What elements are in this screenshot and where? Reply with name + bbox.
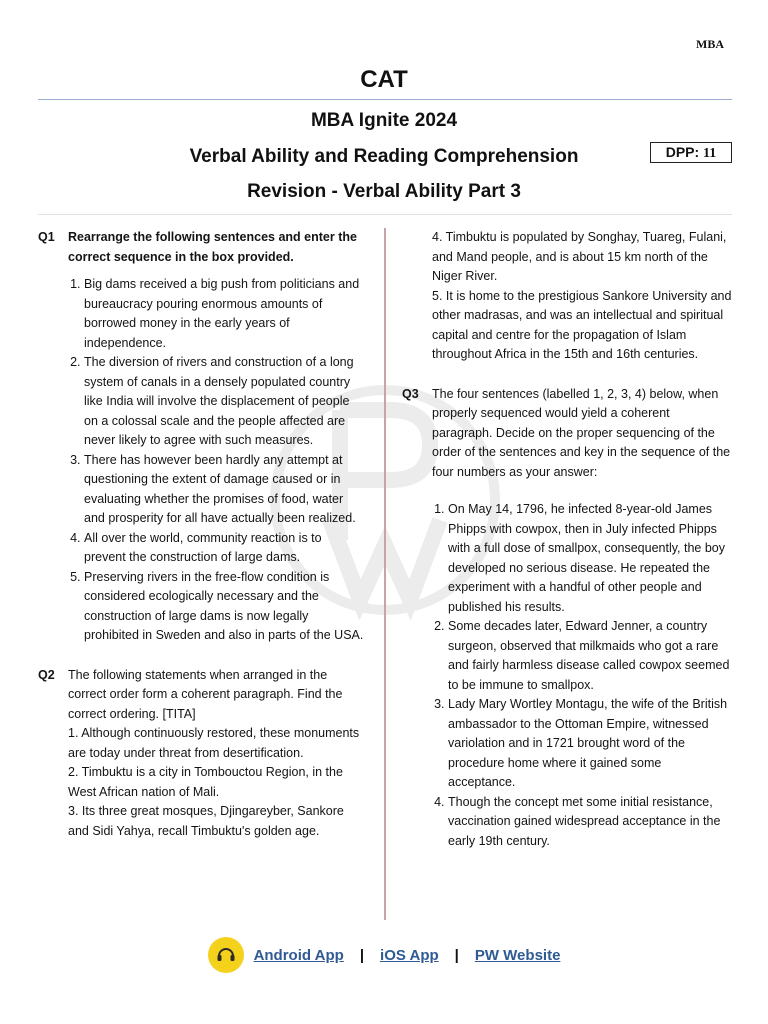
- statement: 5. It is home to the prestigious Sankore University and other madrasas, and was an intellectual and spiritual capital and centre for the propagation of Islam throughout Africa in the 15th and 16th centuries.: [432, 288, 732, 361]
- question-number: Q3: [402, 386, 419, 401]
- list-item: 5. Preserving rivers in the free-flow condition is considered ecologically necessary and the construction of large dams is now legally prohibited in Sweden and also in parts of the USA.: [84, 568, 364, 646]
- question-prompt: The following statements when arranged in the correct order form a coherent paragraph. Find the correct ordering. [TITA]: [68, 667, 343, 721]
- list-item: 1. Big dams received a big push from politicians and bureaucracy pouring enormous amounts of borrowed money in the early years of independence.: [84, 275, 364, 353]
- statement: 3. Its three great mosques, Djingareyber, Sankore and Sidi Yahya, recall Timbuktu's golden age.: [68, 804, 344, 838]
- dpp-number: 11: [703, 146, 717, 161]
- header-divider: [38, 214, 732, 215]
- statement: 1. Although continuously restored, these monuments are today under threat from desertification.: [68, 726, 360, 760]
- list-item: 4. Though the concept met some initial resistance, vaccination gained widespread acceptance in the early 19th century.: [448, 793, 732, 852]
- statement: 4. Timbuktu is populated by Songhay, Tuareg, Fulani, and Mand people, and is about 15 km north of the Niger River.: [432, 230, 727, 283]
- question-number: Q1: [38, 230, 55, 244]
- list-item: 2. Some decades later, Edward Jenner, a country surgeon, observed that milkmaids who got a rare and fairly harmless disease called cowpox seemed to be immune to smallpox.: [448, 617, 732, 695]
- title-divider: [38, 99, 732, 100]
- dpp-badge: [650, 142, 732, 163]
- question-3: [402, 385, 732, 852]
- list-item: 3. Lady Mary Wortley Montagu, the wife of the British ambassador to the Ottoman Empire, witnessed variolation and in 1721 brought word of the procedure home where it gained some acceptance.: [448, 695, 732, 793]
- question-2-continued: [402, 228, 732, 365]
- column-divider: [384, 228, 386, 920]
- ios-app-link[interactable]: iOS App: [380, 946, 439, 964]
- pw-website-link[interactable]: PW Website: [474, 946, 561, 964]
- list-item: 2. The diversion of rivers and construction of a long system of canals in a densely populated country like India will involve the displacement of people on a colossal scale and the people affected are never likely to agree with such measures.: [84, 353, 364, 451]
- footer-links: [0, 937, 768, 973]
- separator: |: [454, 946, 459, 964]
- question-2: [38, 666, 364, 842]
- question-prompt: The four sentences (labelled 1, 2, 3, 4) below, when properly sequenced would yield a coherent paragraph. Decide on the proper sequencing of the order of the sentences and key in the sequence of the four numbers as your answer:: [432, 386, 731, 479]
- list-item: 4. All over the world, community reaction is to prevent the construction of large dams.: [84, 529, 364, 568]
- left-column: [38, 228, 364, 841]
- list-item: 1. On May 14, 1796, he infected 8-year-old James Phipps with cowpox, then in July infected Phipps with a full dose of smallpox, consequently, the boy developed no serious disease. He repeated the experiment with a handful of other people and published his results.: [448, 500, 732, 617]
- dpp-label: DPP:: [665, 144, 700, 160]
- exam-title: CAT: [360, 66, 408, 93]
- customer-service-headset-icon[interactable]: [208, 937, 244, 973]
- topic-title: Revision - Verbal Ability Part 3: [247, 181, 521, 202]
- sentence-list: [432, 500, 732, 851]
- course-title: MBA Ignite 2024: [310, 110, 458, 131]
- mba-tag: MBA: [696, 37, 724, 51]
- subject-title: Verbal Ability and Reading Comprehension: [189, 146, 579, 167]
- question-1: [38, 228, 364, 646]
- question-number: Q2: [38, 667, 55, 682]
- statement: 2. Timbuktu is a city in Tombouctou Region, in the West African nation of Mali.: [68, 765, 343, 799]
- question-prompt: Rearrange the following sentences and enter the correct sequence in the box provided.: [68, 230, 357, 264]
- list-item: 3. There has however been hardly any attempt at questioning the extent of damage caused or in evaluating whether the promises of food, water and prosperity for all have actually been realized.: [84, 451, 364, 529]
- right-column: [402, 228, 732, 851]
- android-app-link[interactable]: Android App: [253, 946, 344, 964]
- sentence-list: [68, 275, 364, 646]
- separator: |: [359, 946, 365, 964]
- headset-icon: [214, 943, 238, 967]
